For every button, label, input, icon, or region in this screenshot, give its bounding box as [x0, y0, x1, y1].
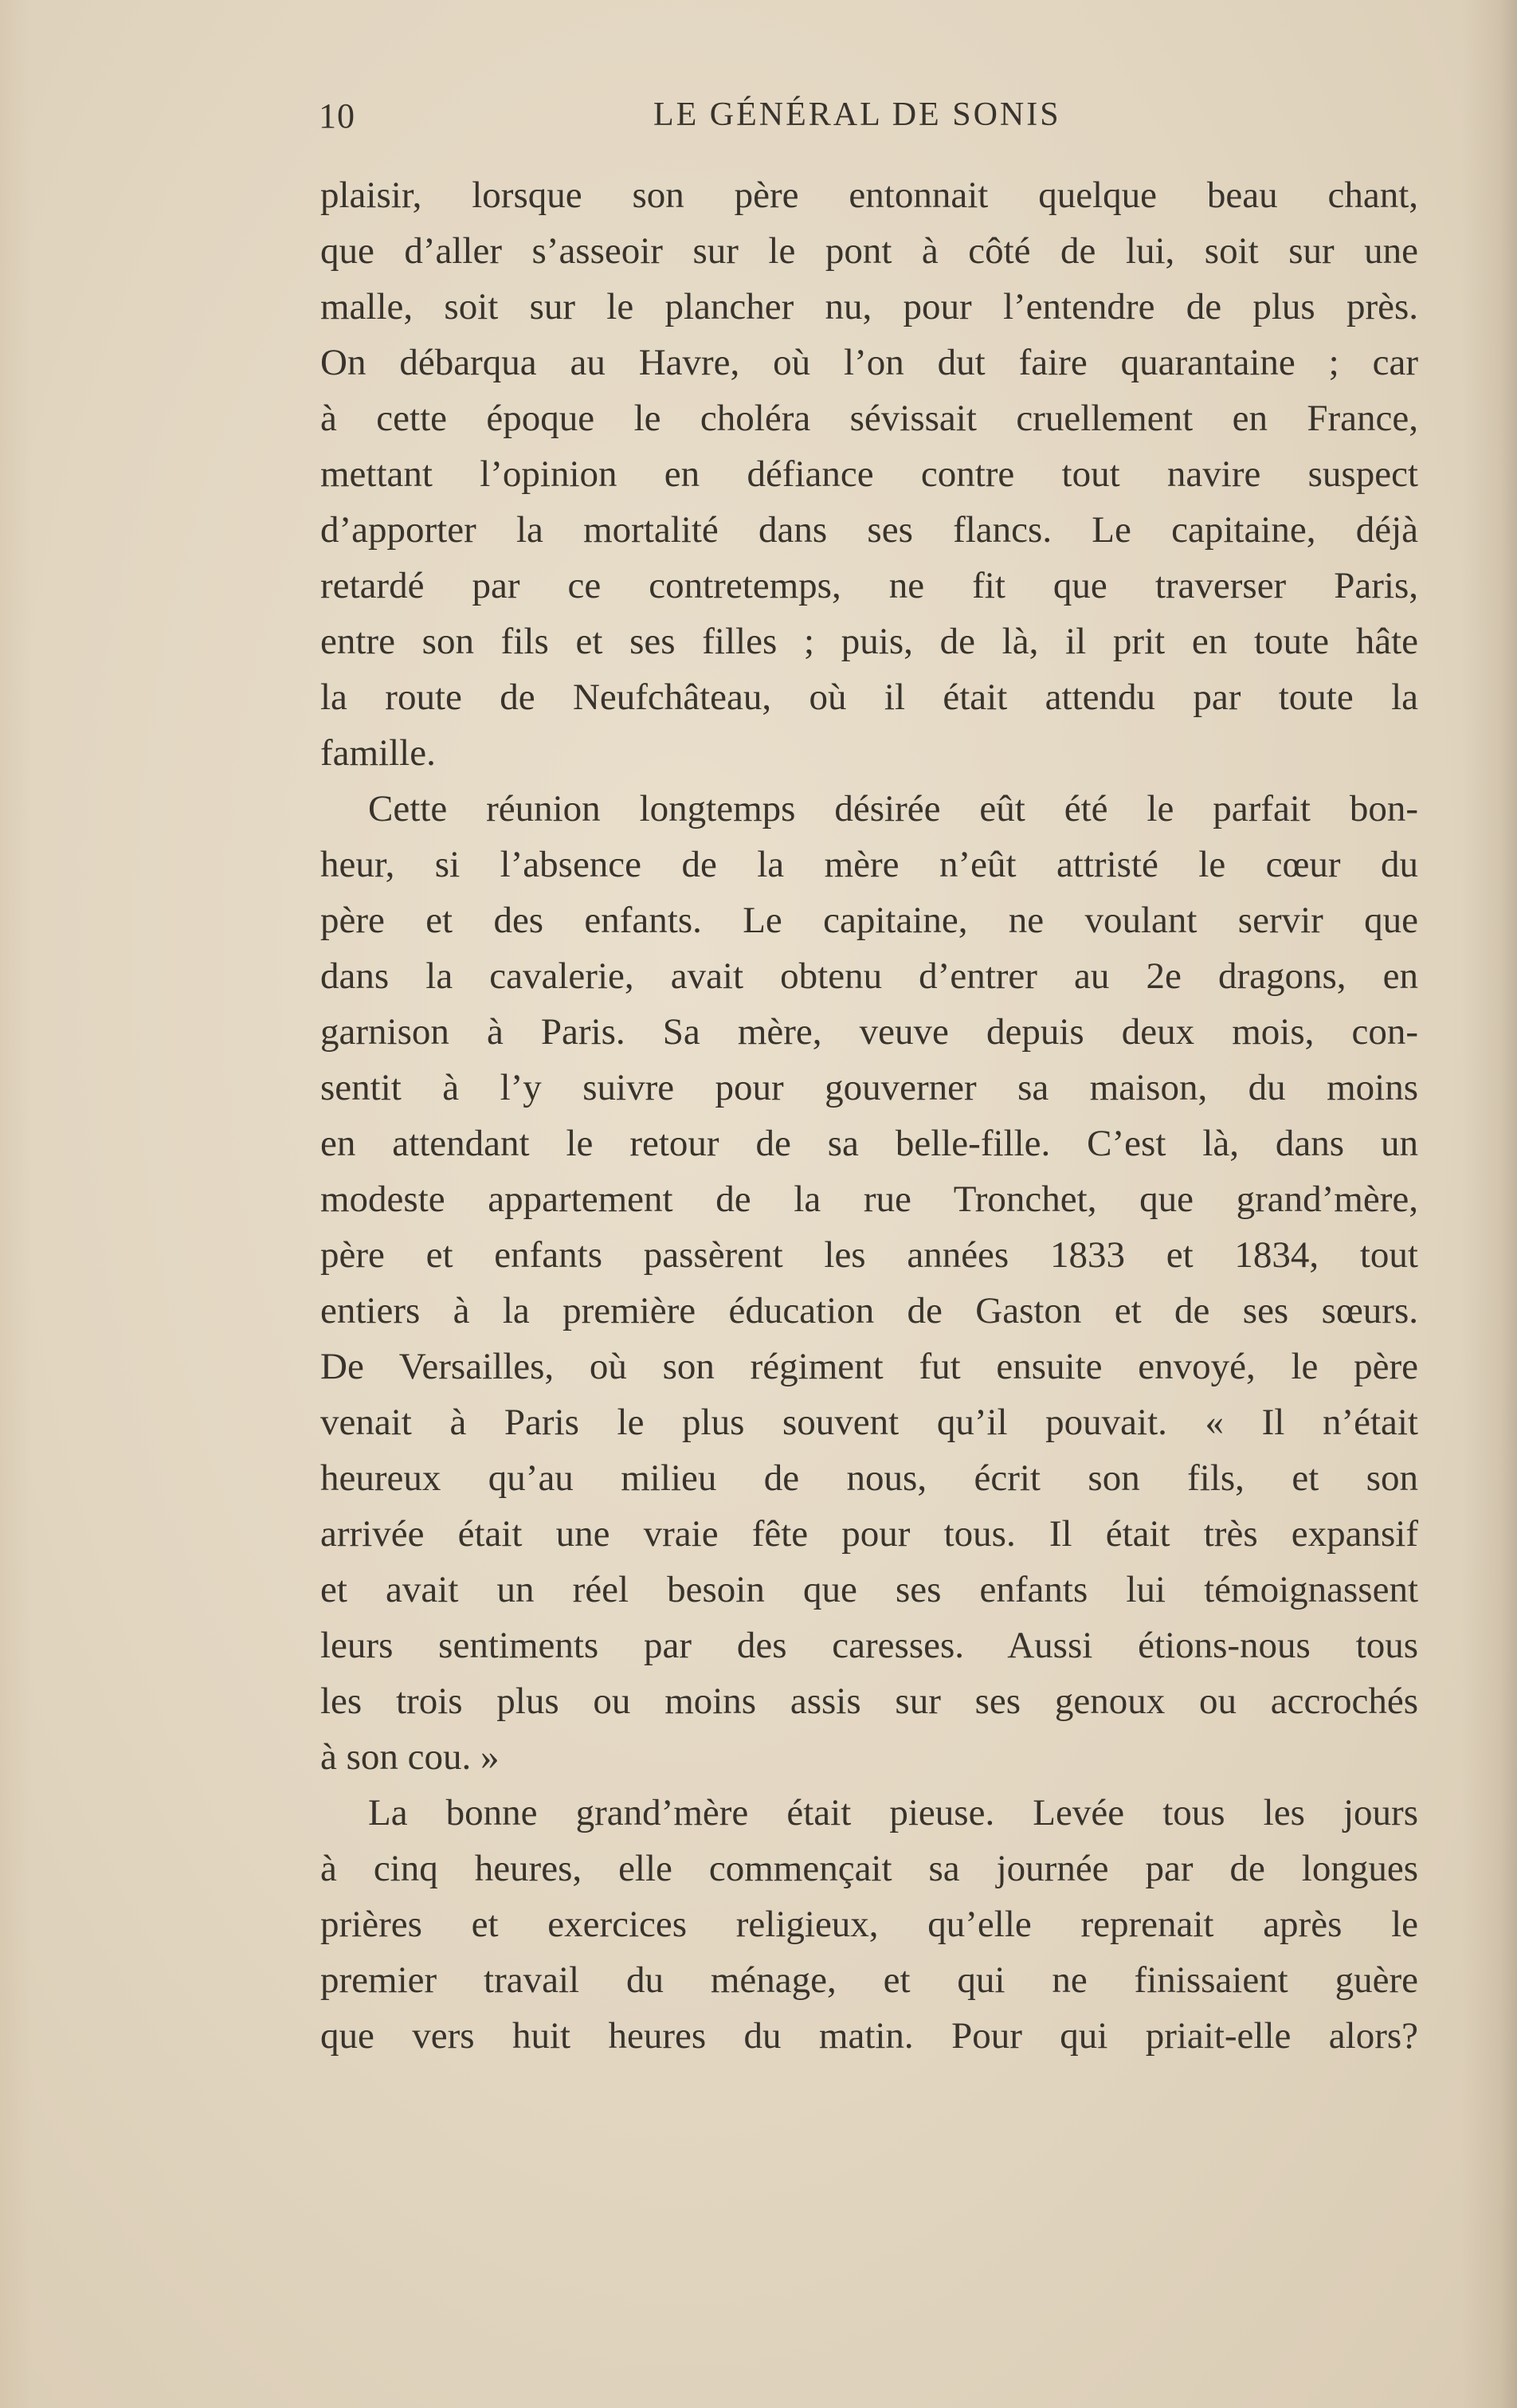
text-line: sentit à l’y suivre pour gouverner sa maison, du moins	[320, 1067, 1418, 1108]
body-text	[320, 167, 1418, 2064]
text-line: entiers à la première éducation de Gaston et de ses sœurs.	[320, 1290, 1418, 1331]
text-line: mettant l’opinion en défiance contre tout navire suspect	[320, 453, 1418, 495]
text-line: La bonne grand’mère était pieuse. Levée tous les jours	[368, 1792, 1418, 1833]
text-line: plaisir, lorsque son père entonnait quelque beau chant,	[320, 175, 1418, 216]
text-line: à cette époque le choléra sévissait cruellement en France,	[320, 398, 1418, 439]
text-line: père et des enfants. Le capitaine, ne voulant servir que	[320, 900, 1418, 941]
text-line: père et enfants passèrent les années 1833 et 1834, tout	[320, 1234, 1418, 1276]
text-line: en attendant le retour de sa belle-fille. C’est là, dans un	[320, 1123, 1418, 1164]
text-line: prières et exercices religieux, qu’elle reprenait après le	[320, 1904, 1418, 1945]
text-line: heur, si l’absence de la mère n’eût attristé le cœur du	[320, 844, 1418, 885]
text-line: leurs sentiments par des caresses. Aussi étions-nous tous	[320, 1625, 1418, 1666]
running-head: LE GÉNÉRAL DE SONIS	[653, 96, 1061, 133]
text-line: modeste appartement de la rue Tronchet, que grand’mère,	[320, 1179, 1418, 1220]
text-line: dans la cavalerie, avait obtenu d’entrer au 2e dragons, en	[320, 955, 1418, 997]
text-line: à cinq heures, elle commençait sa journée par de longues	[320, 1848, 1418, 1889]
text-line: arrivée était une vraie fête pour tous. Il était très expansif	[320, 1513, 1418, 1555]
page-header	[319, 96, 1418, 147]
text-line: venait à Paris le plus souvent qu’il pouvait. « Il n’était	[320, 1402, 1418, 1443]
text-line: que vers huit heures du matin. Pour qui priait-elle alors?	[320, 2015, 1418, 2057]
page-left-edge	[0, 0, 32, 2408]
text-line: et avait un réel besoin que ses enfants lui témoignassent	[320, 1569, 1418, 1610]
text-line: les trois plus ou moins assis sur ses genoux ou accrochés	[320, 1681, 1418, 1722]
text-line: retardé par ce contretemps, ne fit que traverser Paris,	[320, 565, 1418, 606]
text-line: premier travail du ménage, et qui ne finissaient guère	[320, 1959, 1418, 2001]
text-line: garnison à Paris. Sa mère, veuve depuis deux mois, con-	[320, 1011, 1418, 1053]
text-line: famille.	[320, 732, 436, 774]
text-line: la route de Neufchâteau, où il était attendu par toute la	[320, 677, 1418, 718]
text-line: d’apporter la mortalité dans ses flancs. Le capitaine, déjà	[320, 509, 1418, 551]
text-line: On débarqua au Havre, où l’on dut faire quarantaine ; car	[320, 342, 1418, 383]
page-number: 10	[319, 96, 355, 135]
text-line: malle, soit sur le plancher nu, pour l’entendre de plus près.	[320, 286, 1418, 327]
text-line: que d’aller s’asseoir sur le pont à côté de lui, soit sur une	[320, 230, 1418, 272]
page-gutter-shadow	[1461, 0, 1517, 2408]
text-line: De Versailles, où son régiment fut ensuite envoyé, le père	[320, 1346, 1418, 1387]
text-line: Cette réunion longtemps désirée eût été le parfait bon-	[368, 788, 1418, 829]
text-line: heureux qu’au milieu de nous, écrit son fils, et son	[320, 1457, 1418, 1499]
text-line: entre son fils et ses filles ; puis, de là, il prit en toute hâte	[320, 621, 1418, 662]
text-line: à son cou. »	[320, 1736, 500, 1778]
